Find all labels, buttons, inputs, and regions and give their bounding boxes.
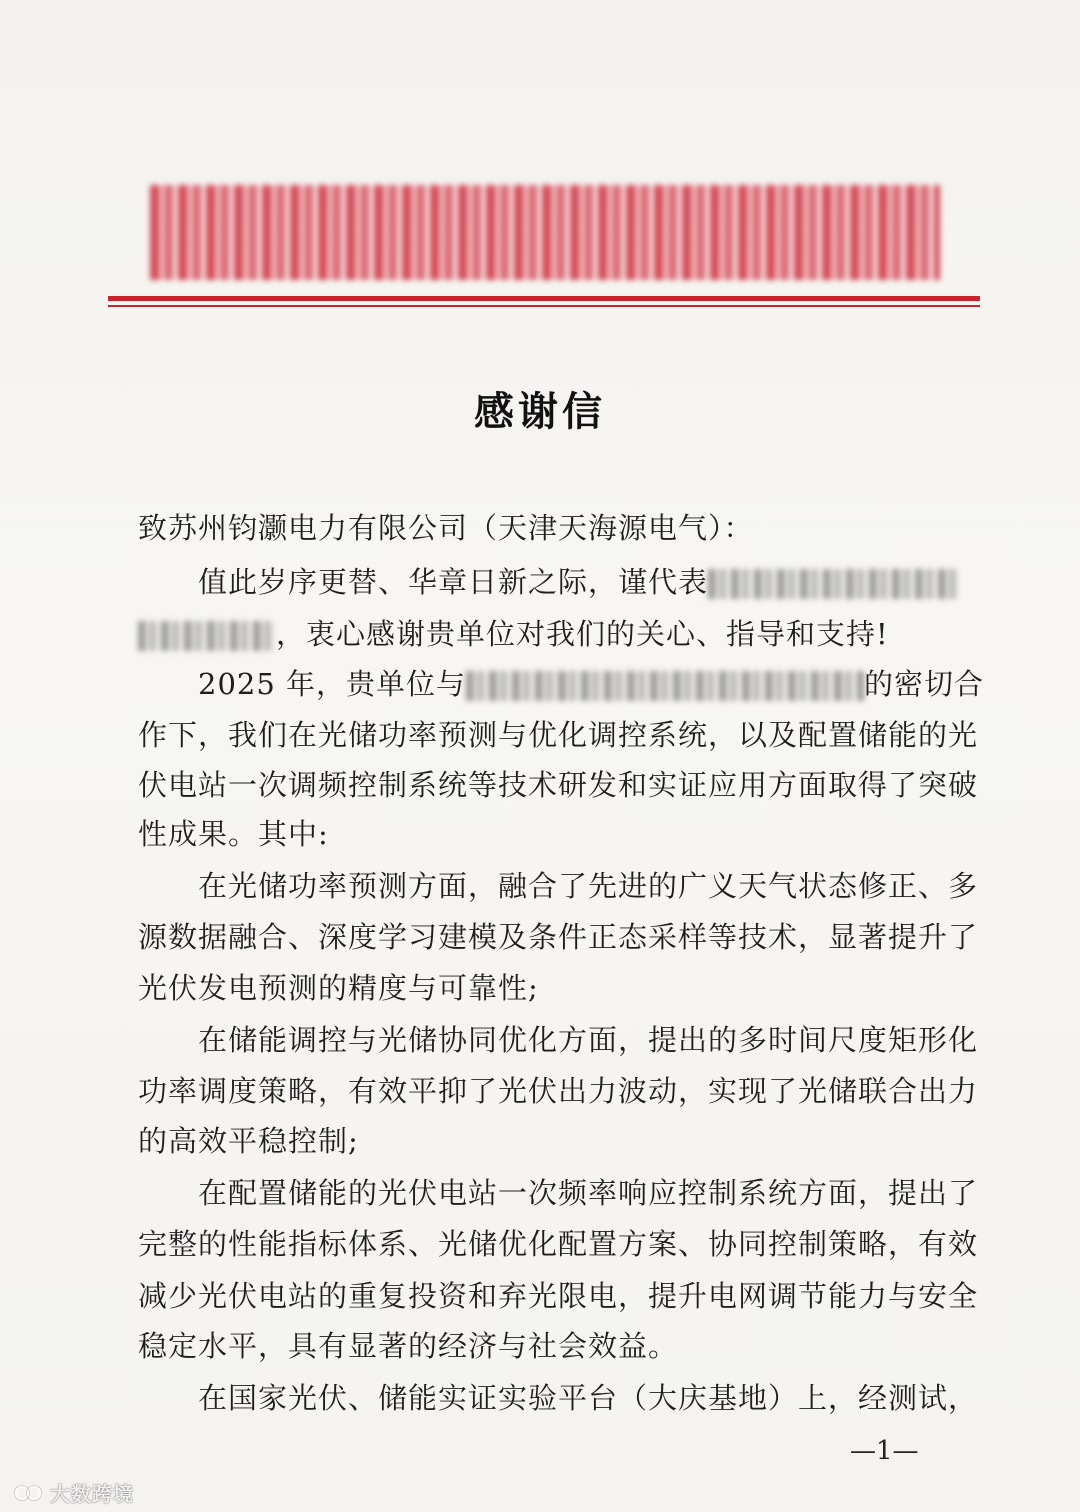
- letterhead-rule-thin: [108, 305, 980, 307]
- paragraph-6-line-1: 在国家光伏、储能实证实验平台（大庆基地）上，经测试，: [198, 1381, 979, 1415]
- paragraph-5-line-3: 减少光伏电站的重复投资和弃光限电，提升电网调节能力与安全: [138, 1279, 979, 1313]
- paragraph-2-line-1-end: 的密切合: [864, 667, 985, 701]
- paragraph-2-line-1-start: 2025 年，贵单位与: [198, 667, 467, 701]
- paragraph-4-line-1: 在储能调控与光储协同优化方面，提出的多时间尺度矩形化: [198, 1023, 979, 1057]
- paragraph-3-line-1: 在光储功率预测方面，融合了先进的广义天气状态修正、多: [198, 869, 979, 903]
- letterhead-rule-thick: [108, 296, 980, 301]
- salutation: 致苏州钧灏电力有限公司（天津天海源电气）：: [138, 511, 754, 545]
- paragraph-2-line-1: [198, 664, 984, 704]
- paragraph-2-line-3: 伏电站一次调频控制系统等技术研发和实证应用方面取得了突破: [138, 768, 979, 802]
- redacted-organization: [466, 671, 864, 701]
- watermark: [14, 1478, 134, 1507]
- watermark-logo-icon: [14, 1483, 44, 1503]
- paragraph-1-line-1-text: 值此岁序更替、华章日新之际，谨代表: [198, 565, 709, 599]
- paragraph-1-line-2: [138, 614, 889, 654]
- page-number: —1—: [850, 1436, 919, 1466]
- paragraph-3-line-3: 光伏发电预测的精度与可靠性;: [138, 971, 539, 1005]
- paragraph-1-line-1: [198, 562, 958, 602]
- paragraph-4-line-3: 的高效平稳控制;: [138, 1124, 359, 1158]
- paragraph-5-line-1: 在配置储能的光伏电站一次频率响应控制系统方面，提出了: [198, 1176, 979, 1210]
- paragraph-2-line-2: 作下，我们在光储功率预测与优化调控系统，以及配置储能的光: [138, 718, 979, 752]
- redacted-organization: [708, 569, 958, 599]
- redacted-organization: [138, 621, 276, 651]
- paragraph-2-line-4: 性成果。其中:: [138, 817, 329, 851]
- paragraph-5-line-2: 完整的性能指标体系、光储优化配置方案、协同控制策略，有效: [138, 1227, 979, 1261]
- letter-title: 感谢信: [474, 388, 606, 435]
- redacted-letterhead: [150, 185, 940, 280]
- watermark-text: 大数跨境: [50, 1482, 134, 1506]
- paragraph-5-line-4: 稳定水平，具有显著的经济与社会效益。: [138, 1329, 679, 1363]
- paragraph-1-line-2-text: ，衷心感谢贵单位对我们的关心、指导和支持!: [276, 617, 889, 651]
- paragraph-4-line-2: 功率调度策略，有效平抑了光伏出力波动，实现了光储联合出力: [138, 1074, 979, 1108]
- paragraph-3-line-2: 源数据融合、深度学习建模及条件正态采样等技术，显著提升了: [138, 920, 979, 954]
